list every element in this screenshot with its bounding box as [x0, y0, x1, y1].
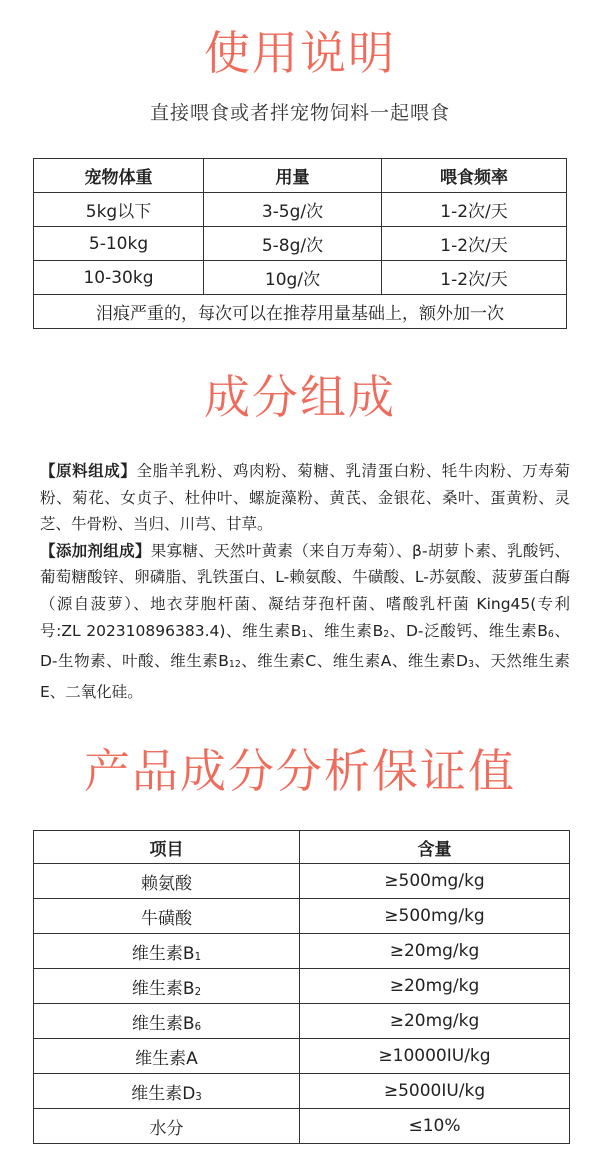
item-name: 赖氨酸: [141, 873, 192, 894]
weight-cell: 5-10kg: [34, 227, 204, 261]
table-row: [34, 864, 570, 899]
table-row: [34, 261, 567, 295]
guarantee-title: 产品成分分析保证值: [84, 744, 516, 798]
value-cell: ≥500mg/kg: [300, 864, 570, 899]
item-name: 水分: [149, 1118, 184, 1139]
usage-title: 使用说明: [204, 26, 396, 80]
item-cell: [34, 1074, 300, 1109]
value-cell: ≥20mg/kg: [300, 1004, 570, 1039]
subscript: 1: [194, 951, 202, 963]
usage-subtitle: 直接喂食或者拌宠物饲料一起喂食: [149, 102, 450, 124]
item-name: 维生素B: [131, 978, 195, 999]
table-row: [34, 227, 567, 261]
subscript: 3: [467, 659, 474, 671]
table-row: [34, 1039, 570, 1074]
item-cell: [34, 864, 300, 899]
value-cell: ≥20mg/kg: [300, 969, 570, 1004]
usage-table-header-row: [34, 159, 567, 193]
header-dosage: 用量: [204, 159, 382, 193]
raw-materials-text: 全脂羊乳粉、鸡肉粉、菊糖、乳清蛋白粉、牦牛肉粉、万寿菊粉、菊花、女贞子、杜仲叶、螺旋藻粉、黄芪、金银花、桑叶、蛋黄粉、灵芝、牛骨粉、当归、川芎、甘草。: [40, 462, 570, 534]
table-row: [34, 969, 570, 1004]
subscript: 2: [383, 628, 390, 640]
usage-note: 泪痕严重的，每次可以在推荐用量基础上，额外加一次: [34, 295, 567, 329]
composition-title: 成分组成: [204, 370, 396, 424]
ingredients-block: [40, 458, 570, 705]
weight-cell: 5kg以下: [34, 193, 204, 227]
note-row: [34, 295, 567, 329]
additives-text: 、维生素C、维生素A、维生素D: [240, 652, 468, 671]
subscript: 6: [547, 628, 554, 640]
item-name: 牛磺酸: [141, 908, 192, 929]
table-row: [34, 934, 570, 969]
item-cell: [34, 1109, 300, 1144]
value-cell: ≥10000IU/kg: [300, 1039, 570, 1074]
frequency-cell: 1-2次/天: [382, 227, 567, 261]
header-content: 含量: [300, 831, 570, 864]
subscript: 1: [301, 628, 308, 640]
item-name: 维生素B: [131, 943, 195, 964]
weight-cell: 10-30kg: [34, 261, 204, 295]
additives-text: 、天然维生素E、二氧化硅。: [40, 652, 570, 701]
header-frequency: 喂食频率: [382, 159, 567, 193]
dosage-cell: 10g/次: [204, 261, 382, 295]
header-weight: 宠物体重: [34, 159, 204, 193]
additives-text: 、维生素B: [307, 621, 384, 640]
table-row: [34, 1109, 570, 1144]
item-name: 维生素A: [135, 1048, 198, 1069]
header-item: 项目: [34, 831, 300, 864]
additives-label: 【添加剂组成】: [40, 541, 151, 560]
frequency-cell: 1-2次/天: [382, 261, 567, 295]
dosage-cell: 5-8g/次: [204, 227, 382, 261]
frequency-cell: 1-2次/天: [382, 193, 567, 227]
subscript: 6: [194, 1021, 202, 1033]
value-cell: ≥5000IU/kg: [300, 1074, 570, 1109]
table-row: [34, 193, 567, 227]
value-cell: ≥20mg/kg: [300, 934, 570, 969]
guarantee-table-header-row: [34, 831, 570, 864]
item-cell: [34, 969, 300, 1004]
subscript: 3: [195, 1091, 202, 1103]
additives-text: 、D-生物素、叶酸、维生素B: [40, 621, 570, 671]
item-cell: [34, 899, 300, 934]
value-cell: ≤10%: [300, 1109, 570, 1144]
additives-text: 、D-泛酸钙、维生素B: [389, 621, 548, 640]
raw-materials-paragraph: [40, 458, 570, 538]
item-cell: [34, 1039, 300, 1074]
subscript: 12: [228, 659, 241, 671]
additives-text: 果寡糖、天然叶黄素（来自万寿菊）、β-胡萝卜素、乳酸钙、葡萄糖酸锌、卵磷脂、乳铁蛋白、L-赖氨酸、牛磺酸、L-苏氨酸、菠萝蛋白酶（源自菠萝）、地衣芽胞杆菌、凝结芽孢杆菌、嗜酸乳杆菌 King45(专利号:ZL 202310896383.4)、维生素B: [40, 541, 570, 640]
item-name: 维生素D: [131, 1083, 196, 1104]
value-cell: ≥500mg/kg: [300, 899, 570, 934]
table-row: [34, 1004, 570, 1039]
table-row: [34, 1074, 570, 1109]
subscript: 2: [194, 986, 202, 998]
guarantee-table: [33, 830, 570, 1144]
item-cell: [34, 934, 300, 969]
table-row: [34, 899, 570, 934]
raw-materials-label: 【原料组成】: [40, 462, 137, 480]
usage-table: [33, 158, 567, 329]
item-cell: [34, 1004, 300, 1039]
item-name: 维生素B: [131, 1013, 195, 1034]
dosage-cell: 3-5g/次: [204, 193, 382, 227]
additives-paragraph: [40, 538, 570, 706]
